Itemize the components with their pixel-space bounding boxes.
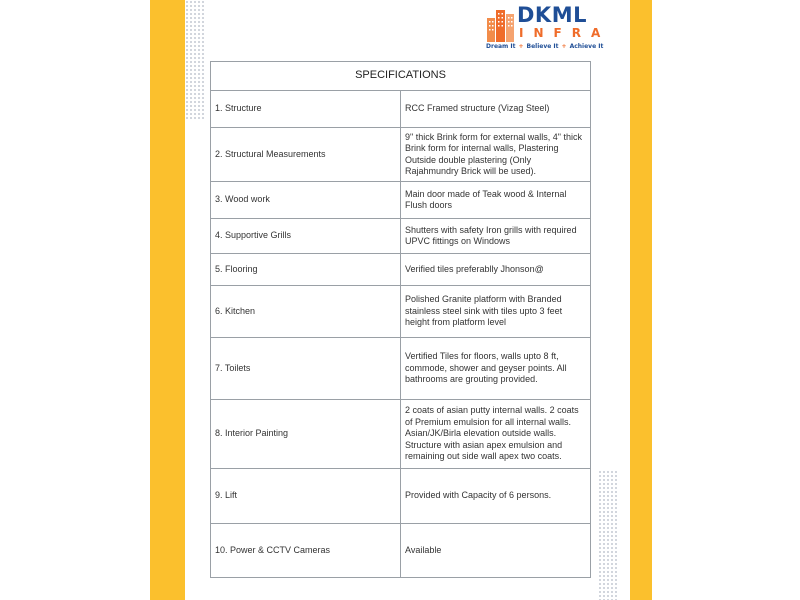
spec-label: 10. Power & CCTV Cameras [211,524,401,578]
spec-label: 1. Structure [211,91,401,128]
logo-tagline [486,43,606,51]
tagline-part: Believe It [526,43,559,50]
tagline-separator: + [561,43,567,50]
yellow-stripe-right [630,0,652,600]
spec-value: Provided with Capacity of 6 persons. [401,469,591,524]
spec-label: 4. Supportive Grills [211,219,401,254]
logo-subtitle: INFRA [519,26,611,40]
table-row [211,524,591,578]
spec-value: Shutters with safety Iron grills with required UPVC fittings on Windows [401,219,591,254]
company-logo [486,3,611,52]
dot-pattern-left [185,0,205,120]
spec-label: 7. Toilets [211,338,401,400]
table-title: SPECIFICATIONS [211,62,591,91]
spec-value: Verified tiles preferablly Jhonson@ [401,254,591,286]
spec-value: Polished Granite platform with Branded stainless steel sink with tiles upto 3 feet height from platform level [401,286,591,338]
table-row [211,91,591,128]
tagline-part: Achieve It [569,43,604,50]
table-header-row [211,62,591,91]
spec-value: 9" thick Brink form for external walls, 4" thick Brink form for internal walls, Plastering Outside double plastering (Only Rajahmundry Brick will be used). [401,128,591,182]
yellow-stripe-left [150,0,185,600]
logo-name: DKML [517,3,587,27]
table-row [211,469,591,524]
spec-label: 9. Lift [211,469,401,524]
spec-value: Main door made of Teak wood & Internal Flush doors [401,182,591,219]
spec-value: Vertified Tiles for floors, walls upto 8 ft, commode, shower and geyser points. All bathrooms are grouting provided. [401,338,591,400]
spec-value: Available [401,524,591,578]
spec-value: RCC Framed structure (Vizag Steel) [401,91,591,128]
specifications-table [210,61,591,578]
buildings-icon [486,4,516,42]
tagline-part: Dream It [486,43,516,50]
table-row [211,400,591,469]
table-row [211,254,591,286]
spec-label: 3. Wood work [211,182,401,219]
table-row [211,338,591,400]
spec-value: 2 coats of asian putty internal walls. 2 coats of Premium emulsion for all internal walls. Asian/JK/Birla elevation outside walls. Structure with asian apex emulsion and remaining out side wall apex two coats. [401,400,591,469]
spec-label: 2. Structural Measurements [211,128,401,182]
table-row [211,219,591,254]
spec-label: 8. Interior Painting [211,400,401,469]
dot-pattern-right [598,470,618,600]
table-row [211,182,591,219]
spec-label: 6. Kitchen [211,286,401,338]
table-row [211,128,591,182]
tagline-separator: + [518,43,524,50]
spec-label: 5. Flooring [211,254,401,286]
table-row [211,286,591,338]
